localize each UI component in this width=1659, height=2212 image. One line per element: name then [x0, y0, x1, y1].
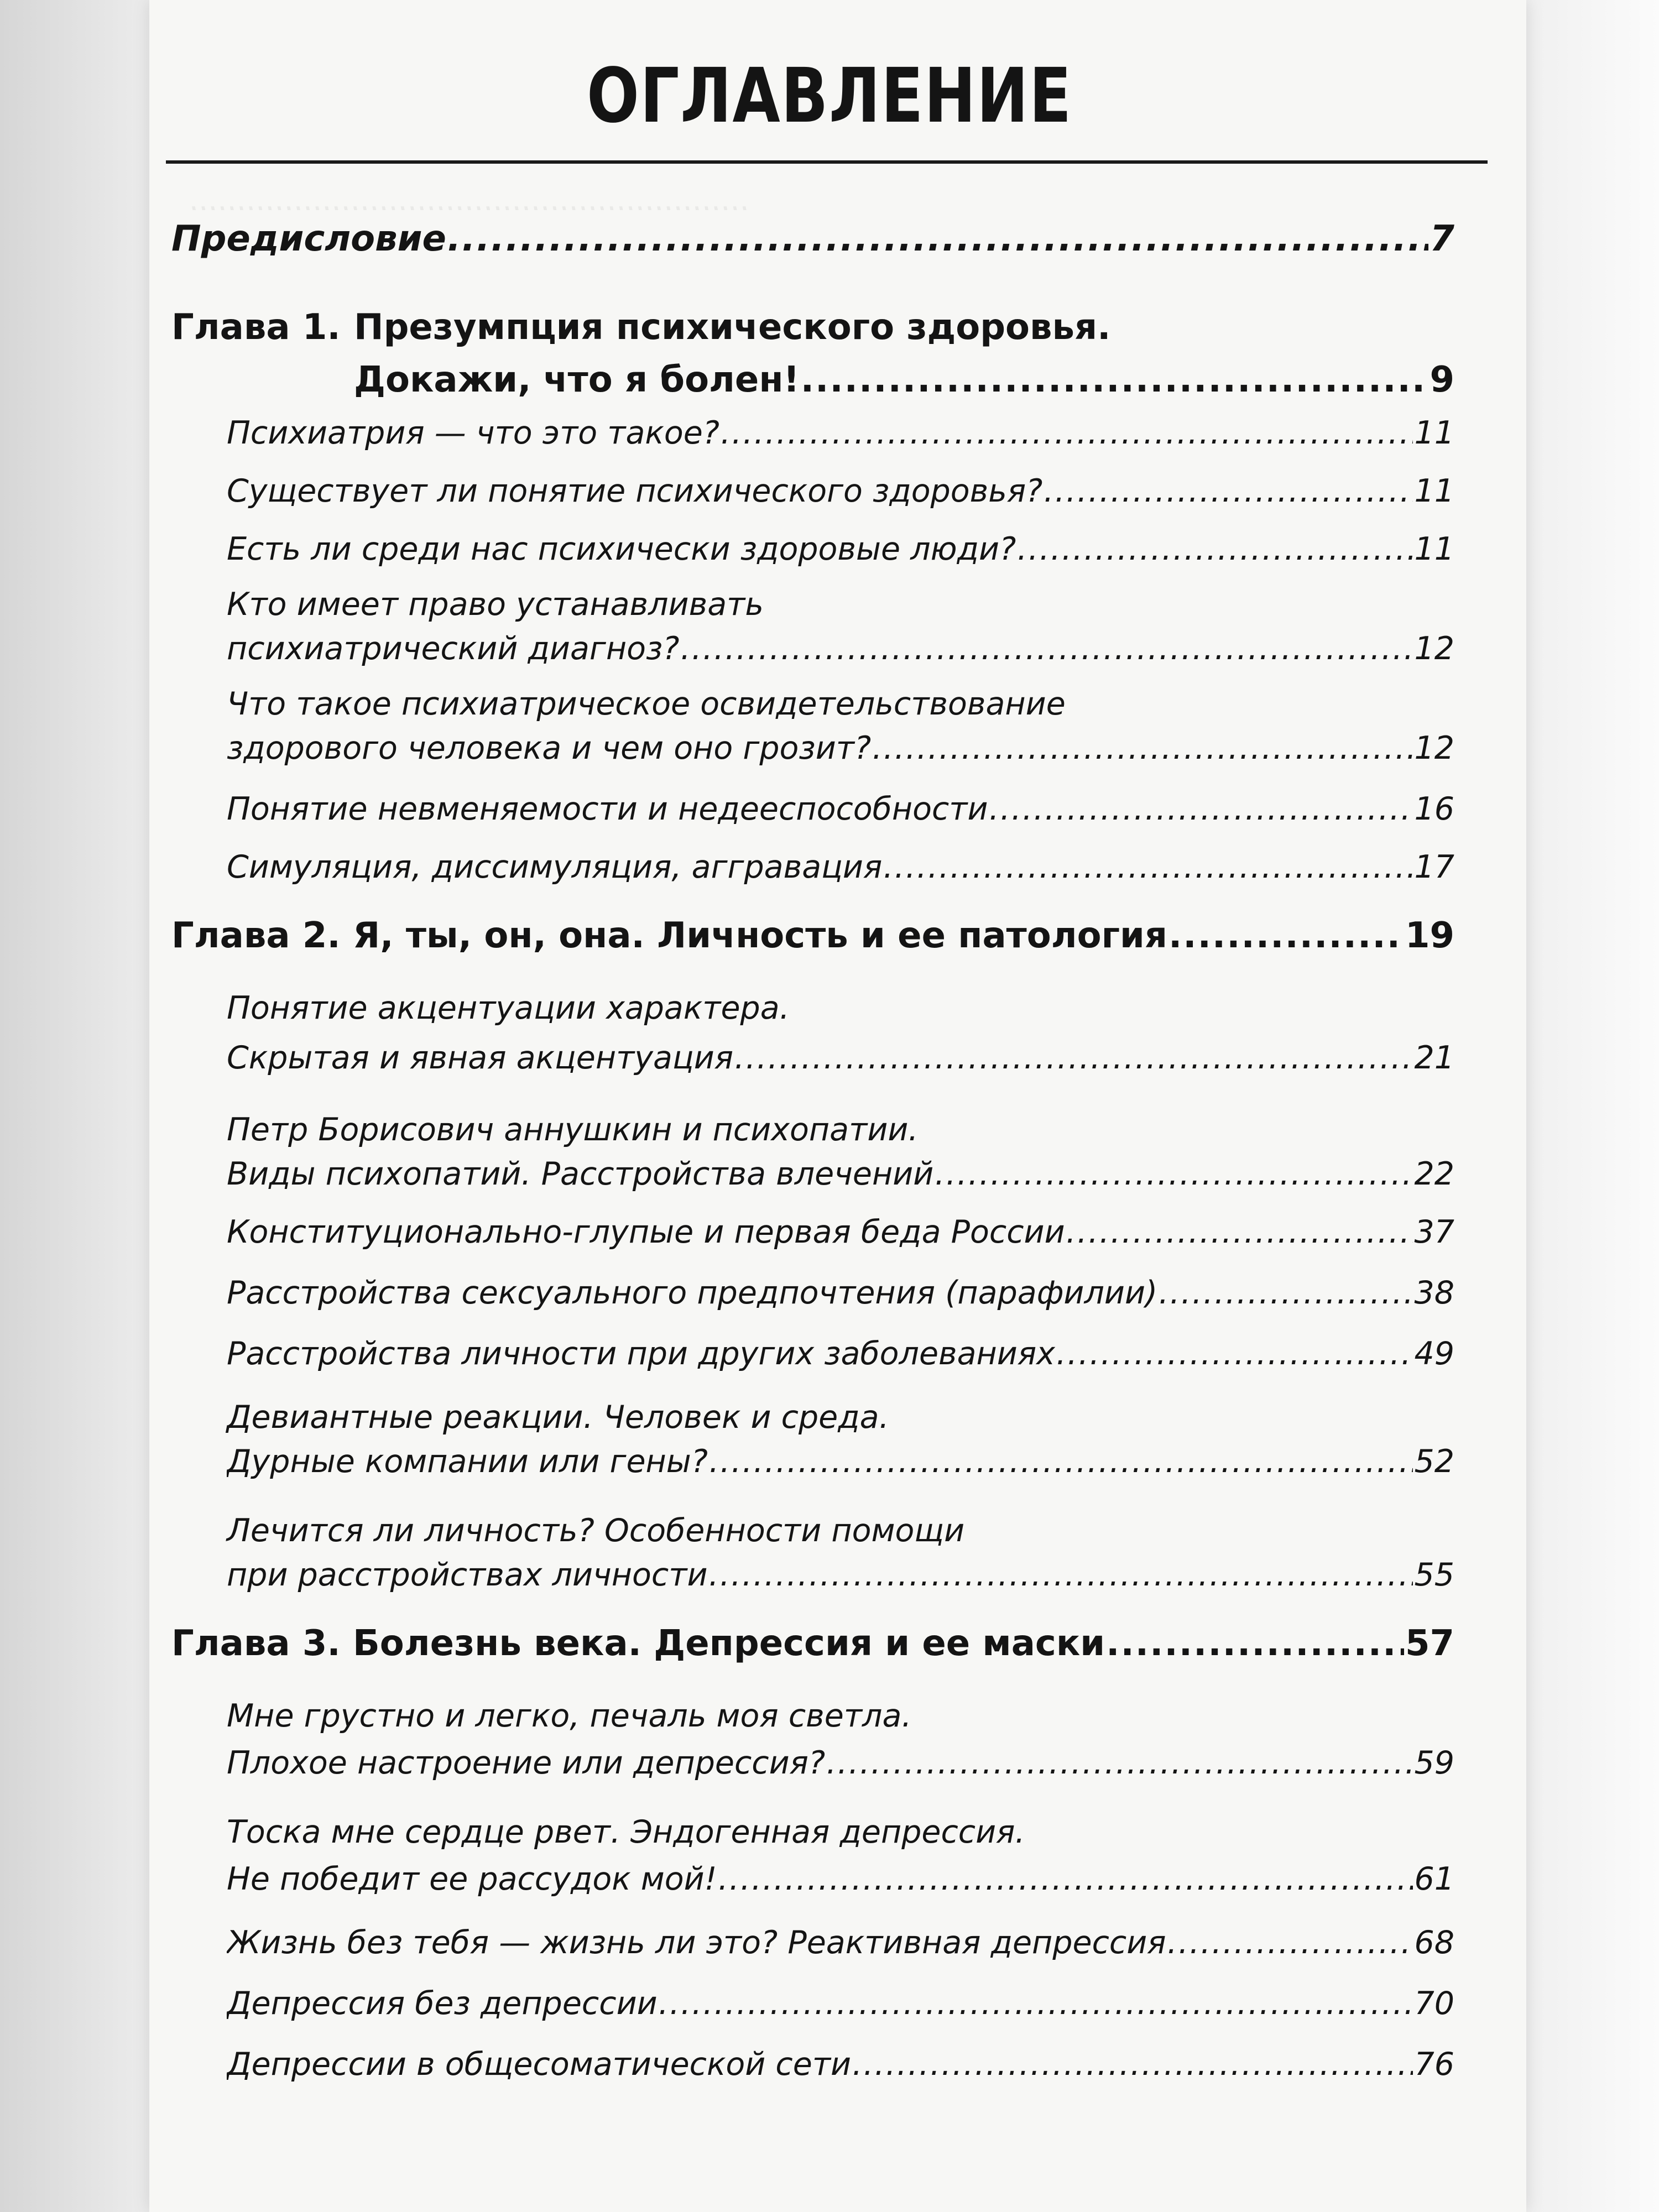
toc-entry-line1: Что такое психиатрическое освидетельствование: [227, 686, 1066, 722]
leader-dots: [1056, 1335, 1413, 1372]
leader-dots: [801, 359, 1429, 400]
leader-dots: [718, 1861, 1413, 1897]
leader-dots: [872, 730, 1413, 766]
leader-dots: [1159, 1275, 1413, 1311]
toc-entry-line1: Кто имеет право устанавливать: [227, 586, 764, 623]
leader-dots: [1066, 1214, 1413, 1250]
toc-entry: Скрытая и явная акцентуация ..... 21: [227, 1040, 1454, 1076]
toc-entry: здорового человека и чем оно грозит? ..... 12: [227, 730, 1454, 766]
toc-entry: Расстройства сексуального предпочтения (парафилии) ..... 38: [227, 1275, 1454, 1311]
leader-dots: [734, 1040, 1413, 1076]
toc-entry: Конституционально-глупые и первая беда России ..... 37: [227, 1214, 1454, 1250]
leader-dots: [989, 791, 1413, 827]
page-gutter-shadow: [0, 0, 149, 2212]
toc-entry: Понятие невменяемости и недееспособности ..... 16: [227, 791, 1454, 827]
toc-entry: Симуляция, диссимуляция, аггравация ..... 17: [227, 849, 1454, 885]
leader-dots: [826, 1745, 1413, 1781]
title-rule: [166, 160, 1488, 164]
toc-entry-line1: Тоска мне сердце рвет. Эндогенная депрессия.: [227, 1814, 1025, 1850]
toc-entry: Виды психопатий. Расстройства влечений ..... 22: [227, 1156, 1454, 1192]
leader-dots: [1168, 915, 1404, 956]
toc-entry-chapter-3: Глава 3. Болезнь века. Депрессия и ее маски ..... 57: [171, 1623, 1454, 1664]
toc-entry: Жизнь без тебя — жизнь ли это? Реактивная депрессия ..... 68: [227, 1924, 1454, 1961]
toc-entry: при расстройствах личности ..... 55: [227, 1557, 1454, 1593]
leader-dots: [852, 2046, 1413, 2083]
bleed-through-text: ...........................................................: [188, 182, 748, 217]
toc-entry: Депрессии в общесоматической сети ..... 76: [227, 2046, 1454, 2083]
leader-dots: [1044, 473, 1413, 509]
chapter-1-title-line1: Презумпция психического здоровья.: [354, 307, 1111, 348]
leader-dots: [883, 849, 1413, 885]
leader-dots: [709, 1443, 1413, 1480]
page-title: ОГЛАВЛЕНИЕ: [587, 53, 1072, 140]
leader-dots: [709, 1557, 1413, 1593]
toc-entry-line1: Понятие акцентуации характера.: [227, 990, 790, 1026]
leader-dots: [1167, 1924, 1413, 1961]
leader-dots: [1106, 1623, 1404, 1664]
toc-entry: Не победит ее рассудок мой! ..... 61: [227, 1861, 1454, 1897]
toc-entry: Плохое настроение или депрессия? ..... 59: [227, 1745, 1454, 1781]
toc-entry-preface: Предисловие ..... 7: [171, 218, 1454, 259]
leader-dots: [721, 415, 1413, 451]
page-edge: [1526, 0, 1659, 2212]
toc-entry: Существует ли понятие психического здоровья? ..... 11: [227, 473, 1454, 509]
toc-entry: Расстройства личности при других заболеваниях ..... 49: [227, 1335, 1454, 1372]
leader-dots: [659, 1985, 1413, 2022]
toc-entry-line1: Лечится ли личность? Особенности помощи: [227, 1512, 965, 1549]
toc-entry-line1: Мне грустно и легко, печаль моя светла.: [227, 1698, 912, 1734]
chapter-1-label: Глава 1.: [171, 307, 341, 348]
leader-dots: [935, 1156, 1413, 1192]
leader-dots: [681, 630, 1413, 667]
leader-dots: [447, 218, 1429, 259]
toc-entry: Дурные компании или гены? ..... 52: [227, 1443, 1454, 1480]
toc-entry: психиатрический диагноз? ..... 12: [227, 630, 1454, 667]
toc-entry-chapter-2: Глава 2. Я, ты, он, она. Личность и ее патология ..... 19: [171, 915, 1454, 956]
toc-entry: Есть ли среди нас психически здоровые люди? ..... 11: [227, 531, 1454, 567]
toc-entry: Депрессия без депрессии ..... 70: [227, 1985, 1454, 2022]
toc-entry-chapter-1: Докажи, что я болен! ..... 9: [354, 359, 1454, 400]
toc-entry-line1: Петр Борисович аннушкин и психопатии.: [227, 1112, 919, 1148]
toc-entry: Психиатрия — что это такое? ..... 11: [227, 415, 1454, 451]
leader-dots: [1017, 531, 1413, 567]
toc-entry-line1: Девиантные реакции. Человек и среда.: [227, 1399, 889, 1436]
